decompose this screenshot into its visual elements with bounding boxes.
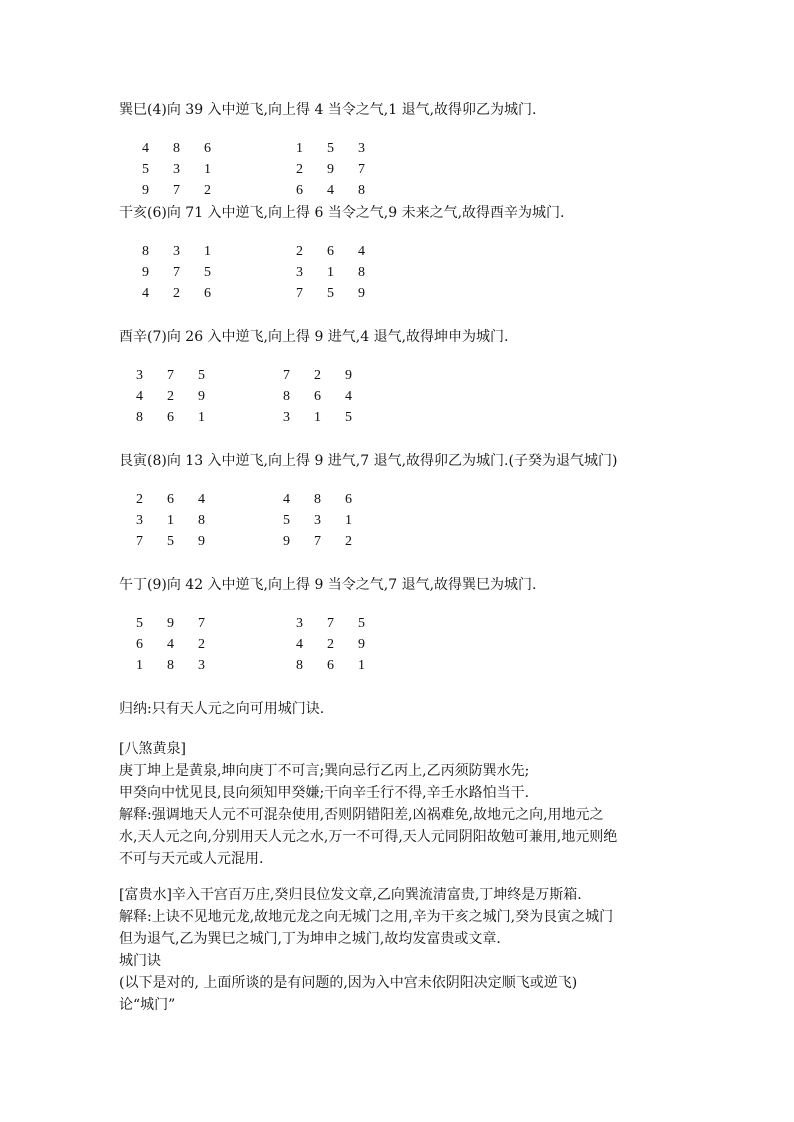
grid-cell: 3 [173,244,180,259]
grid-row [296,162,389,183]
grid-cell: 2 [314,368,321,383]
bahuang-explanation: 解释:强调地天人元不可混杂使用,否则阴错阳差,凶祸难免,故地元之向,用地元之水,天人元之向,分别用天人元之水,万一不可得,天人元同阴阳故勉可兼用,地元则绝不可与天元或人元混用. [119,807,618,867]
grid-cell: 2 [204,183,211,198]
grid-row [136,492,229,513]
grid-cell: 1 [204,244,211,259]
grid-cell: 3 [136,513,143,528]
grid-row [283,513,376,534]
grid-cell: 8 [314,492,321,507]
grid-cell: 9 [327,162,334,177]
grid-cell: 6 [136,637,143,652]
grid-row [283,492,376,513]
grid-row [296,244,389,265]
grid-cell: 6 [204,286,211,301]
grid-cell: 3 [358,141,365,156]
grid-cell: 5 [327,141,334,156]
chengmen-final: 论“城门” [119,997,176,1013]
grid-cell: 9 [167,616,174,631]
grid-cell: 4 [136,389,143,404]
grid-cell: 6 [327,244,334,259]
grid-row [283,410,376,431]
grid-cell: 3 [314,513,321,528]
grid-row [136,534,229,555]
section-heading: 酉辛(7)向 26 入中逆飞,向上得 9 进气,4 退气,故得坤申为城门. [119,329,509,345]
grid-cell: 6 [167,410,174,425]
section-heading: 干亥(6)向 71 入中逆飞,向上得 6 当令之气,9 未来之气,故得酉辛为城门. [119,205,565,221]
grid-row [283,389,376,410]
grid-cell: 5 [283,513,290,528]
grid-cell: 2 [198,637,205,652]
grid-cell: 5 [198,368,205,383]
number-grid [136,368,229,431]
grid-cell: 7 [327,616,334,631]
grid-row [142,162,235,183]
grid-row [296,286,389,307]
fugui-explanation: 解释:上诀不见地元龙,故地元龙之向无城门之用,辛为干亥之城门,癸为艮寅之城门但为退气,乙为巽巳之城门,丁为坤申之城门,故均发富贵或文章. [119,909,614,947]
grid-cell: 2 [173,286,180,301]
grid-row [296,637,389,658]
number-grid [142,244,235,307]
grid-cell: 8 [136,410,143,425]
number-grid [296,244,389,307]
grid-cell: 1 [198,410,205,425]
number-grid [136,492,229,555]
grid-cell: 3 [198,658,205,673]
number-grid [142,141,235,204]
grid-row [136,658,229,679]
section-heading: 巽巳(4)向 39 入中逆飞,向上得 4 当令之气,1 退气,故得卯乙为城门. [119,102,537,118]
bahuang-verse-line: 庚丁坤上是黄泉,坤向庚丁不可言;巽向忌行乙丙上,乙丙须防巽水先; [119,763,530,779]
grid-row [136,637,229,658]
grid-row [283,534,376,555]
number-grid [283,368,376,431]
grid-cell: 9 [142,183,149,198]
grid-cell: 4 [358,244,365,259]
number-grid [283,492,376,555]
grid-cell: 6 [167,492,174,507]
grid-cell: 4 [345,389,352,404]
grid-cell: 4 [142,141,149,156]
grid-cell: 4 [198,492,205,507]
grid-cell: 7 [314,534,321,549]
grid-cell: 1 [136,658,143,673]
grid-row [283,368,376,389]
grid-cell: 5 [327,286,334,301]
grid-cell: 7 [167,368,174,383]
grid-cell: 8 [173,141,180,156]
grid-cell: 7 [173,183,180,198]
grid-row [142,183,235,204]
grid-row [136,513,229,534]
grid-cell: 1 [204,162,211,177]
grid-cell: 2 [136,492,143,507]
grid-row [142,286,235,307]
grid-cell: 9 [358,637,365,652]
grid-cell: 9 [198,534,205,549]
grid-cell: 7 [296,286,303,301]
grid-row [296,183,389,204]
grid-cell: 5 [167,534,174,549]
grid-row [296,265,389,286]
grid-cell: 6 [204,141,211,156]
grid-cell: 9 [345,368,352,383]
grid-cell: 2 [327,637,334,652]
grid-row [296,141,389,162]
grid-cell: 1 [167,513,174,528]
grid-row [142,244,235,265]
grid-cell: 1 [314,410,321,425]
grid-cell: 9 [283,534,290,549]
grid-cell: 3 [283,410,290,425]
grid-cell: 8 [358,265,365,280]
grid-cell: 4 [327,183,334,198]
number-grid [296,141,389,204]
grid-cell: 7 [198,616,205,631]
grid-cell: 8 [167,658,174,673]
number-grid [136,616,229,679]
grid-cell: 4 [142,286,149,301]
grid-row [136,368,229,389]
grid-cell: 3 [296,616,303,631]
grid-cell: 9 [142,265,149,280]
grid-cell: 4 [296,637,303,652]
grid-cell: 5 [345,410,352,425]
grid-cell: 7 [283,368,290,383]
grid-cell: 3 [136,368,143,383]
grid-cell: 8 [142,244,149,259]
grid-cell: 1 [296,141,303,156]
grid-cell: 9 [358,286,365,301]
section-heading: 午丁(9)向 42 入中逆飞,向上得 9 当令之气,7 退气,故得巽巳为城门. [119,577,537,593]
chengmen-note: (以下是对的, 上面所谈的是有问题的,因为入中宫未依阴阳决定顺飞或逆飞) [119,975,578,991]
grid-cell: 4 [283,492,290,507]
grid-row [142,265,235,286]
grid-cell: 6 [345,492,352,507]
grid-cell: 3 [173,162,180,177]
grid-cell: 7 [173,265,180,280]
grid-row [296,658,389,679]
grid-cell: 2 [345,534,352,549]
grid-cell: 1 [358,658,365,673]
grid-cell: 7 [358,162,365,177]
grid-cell: 8 [198,513,205,528]
fugui-verse: [富贵水]辛入干宫百万庄,癸归艮位发文章,乙向巽流清富贵,丁坤终是万斯箱. [119,887,582,903]
grid-row [136,410,229,431]
grid-cell: 8 [283,389,290,404]
grid-cell: 6 [296,183,303,198]
bahuang-verse-line: 甲癸向中忧见艮,艮向须知甲癸嫌;干向辛壬行不得,辛壬水路怕当干. [119,785,530,801]
grid-cell: 1 [345,513,352,528]
grid-cell: 5 [204,265,211,280]
grid-row [296,616,389,637]
bahuang-title: [八煞黄泉] [119,741,186,757]
grid-row [136,389,229,410]
section-heading: 艮寅(8)向 13 入中逆飞,向上得 9 进气,7 退气,故得卯乙为城门.(子癸为退气城门) [119,453,618,469]
grid-cell: 5 [358,616,365,631]
grid-cell: 7 [136,534,143,549]
chengmen-heading: 城门诀 [119,953,161,969]
grid-cell: 4 [167,637,174,652]
grid-row [142,141,235,162]
grid-cell: 5 [136,616,143,631]
grid-cell: 9 [198,389,205,404]
grid-cell: 8 [296,658,303,673]
number-grid [296,616,389,679]
grid-cell: 2 [296,244,303,259]
grid-cell: 2 [167,389,174,404]
grid-cell: 6 [314,389,321,404]
summary-line: 归纳:只有天人元之向可用城门诀. [119,701,325,717]
grid-cell: 2 [296,162,303,177]
grid-cell: 8 [358,183,365,198]
grid-cell: 3 [296,265,303,280]
grid-cell: 6 [327,658,334,673]
grid-row [136,616,229,637]
grid-cell: 1 [327,265,334,280]
grid-cell: 5 [142,162,149,177]
